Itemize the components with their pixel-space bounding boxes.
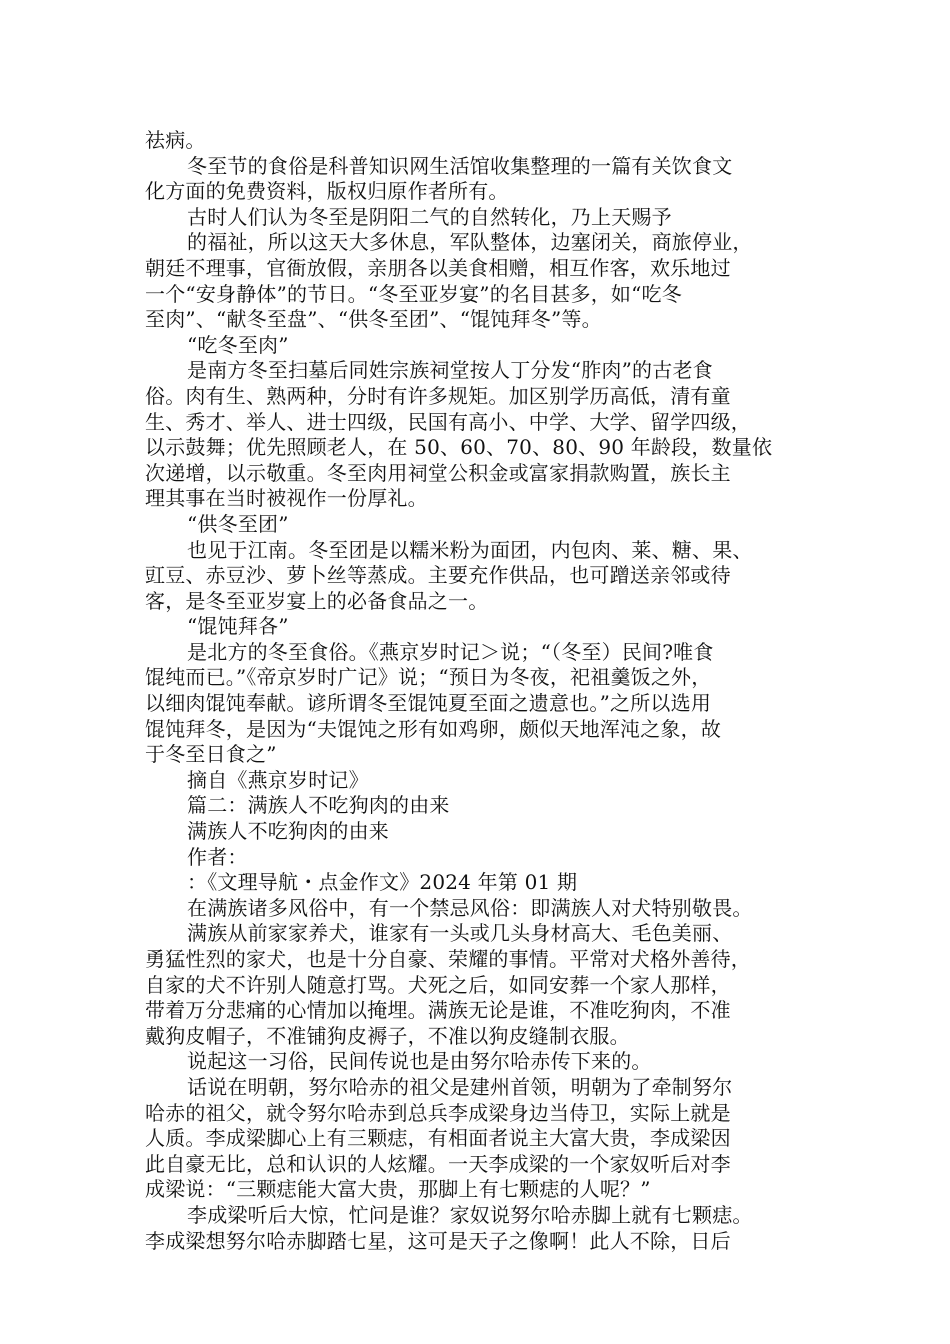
text-line: 带着万分悲痛的心情加以掩埋。满族无论是谁，不准吃狗肉，不准	[145, 998, 731, 1023]
text-line: “馄饨拜各”	[187, 614, 289, 639]
text-line: 也见于江南。冬至团是以糯米粉为面团，内包肉、莱、糖、果、	[187, 537, 753, 562]
text-line: “供冬至团”	[187, 511, 289, 536]
text-line: 朝廷不理事，官衙放假，亲朋各以美食相赠，相互作客，欢乐地过	[145, 255, 731, 280]
text-line: 客，是冬至亚岁宴上的必备食品之一。	[145, 588, 489, 613]
text-line: 一个“安身静体”的节日。“冬至亚岁宴”的名目甚多，如“吃冬	[145, 281, 682, 306]
text-line: 古时人们认为冬至是阴阳二气的自然转化，乃上天赐予	[187, 204, 672, 229]
text-line: 化方面的免费资料，版权归原作者所有。	[145, 179, 509, 204]
text-line: 作者：	[187, 844, 248, 869]
text-line: 次递增，以示敬重。冬至肉用祠堂公积金或富家捐款购置，族长主	[145, 460, 731, 485]
text-line: ：《文理导航・点金作文》2024 年第 01 期	[187, 870, 578, 895]
text-line: 摘自《燕京岁时记》	[187, 767, 369, 792]
text-line: 祛病。	[145, 128, 206, 152]
text-line: 豇豆、赤豆沙、萝卜丝等蒸成。主要充作供品，也可蹭送亲邻或待	[145, 563, 731, 588]
text-line: 人质。李成梁脚心上有三颗痣，有相面者说主大富大贵，李成梁因	[145, 1126, 731, 1151]
text-line: 于冬至日食之”	[145, 742, 277, 767]
text-line: 此自豪无比，总和认识的人炫耀。一天李成梁的一个家奴听后对李	[145, 1151, 731, 1176]
text-line: 李成梁听后大惊，忙问是谁？家奴说努尔哈赤脚上就有七颗痣。	[187, 1202, 753, 1227]
text-line: 是南方冬至扫墓后同姓宗族祠堂按人丁分发“胙肉”的古老食	[187, 358, 713, 383]
text-line: 李成梁想努尔哈赤脚踏七星，这可是天子之像啊！此人不除，日后	[145, 1228, 731, 1253]
text-line: 成梁说：“三颗痣能大富大贵，那脚上有七颗痣的人呢？”	[145, 1177, 651, 1202]
text-line: 勇猛性烈的家犬，也是十分自豪、荣耀的事情。平常对犬格外善待，	[145, 947, 751, 971]
body-text	[145, 128, 835, 1254]
text-line: 说起这一习俗，民间传说也是由努尔哈赤传下来的。	[187, 1049, 652, 1074]
text-line: “吃冬至肉”	[187, 332, 289, 357]
text-line: 话说在明朝，努尔哈赤的祖父是建州首领，明朝为了牵制努尔	[187, 1074, 733, 1099]
text-line: 俗。肉有生、熟两种，分时有许多规矩。加区别学历高低，清有童	[145, 383, 731, 408]
text-line: 理其事在当时被视作一份厚礼。	[145, 486, 428, 511]
text-line: 至肉”、“献冬至盘”、“供冬至团”、“馄饨拜冬”等。	[145, 307, 602, 332]
text-line: 在满族诸多风俗中，有一个禁忌风俗：即满族人对犬特别敬畏。	[187, 895, 753, 920]
text-line: 篇二：满族人不吃狗肉的由来	[187, 793, 450, 818]
text-line: 馄纯而已。”《帝京岁时广记》说；“预日为冬夜，祀祖羹饭之外，	[145, 665, 712, 690]
text-line: 哈赤的祖父，就令努尔哈赤到总兵李成梁身边当侍卫，实际上就是	[145, 1100, 731, 1125]
text-line: 以细肉馄饨奉献。谚所谓冬至馄饨夏至面之遗意也。”之所以选用	[145, 691, 712, 716]
text-line: 自家的犬不许别人随意打骂。犬死之后，如同安葬一个家人那样，	[145, 972, 731, 997]
text-line: 满族从前家家养犬，谁家有一头或几头身材高大、毛色美丽、	[187, 921, 733, 946]
text-line: 冬至节的食俗是科普知识网生活馆收集整理的一篇有关饮食文	[187, 153, 733, 178]
text-line: 戴狗皮帽子，不准铺狗皮褥子，不准以狗皮缝制衣服。	[145, 1023, 630, 1048]
text-line: 的福祉，所以这天大多休息，军队整体，边塞闭关，商旅停业，	[187, 230, 753, 255]
text-line: 是北方的冬至食俗。《燕京岁时记＞说；“（冬至）民间?唯食	[187, 639, 714, 664]
text-line: 生、秀才、举人、进士四级，民国有高小、中学、大学、留学四级，	[145, 409, 751, 434]
text-line: 满族人不吃狗肉的由来	[187, 819, 389, 844]
text-line: 馄饨拜冬，是因为“夫馄饨之形有如鸡卵，颇似天地浑沌之象，故	[145, 716, 722, 741]
text-line: 以示鼓舞；优先照顾老人，在 50、60、70、80、90 年龄段，数量依	[145, 435, 773, 460]
